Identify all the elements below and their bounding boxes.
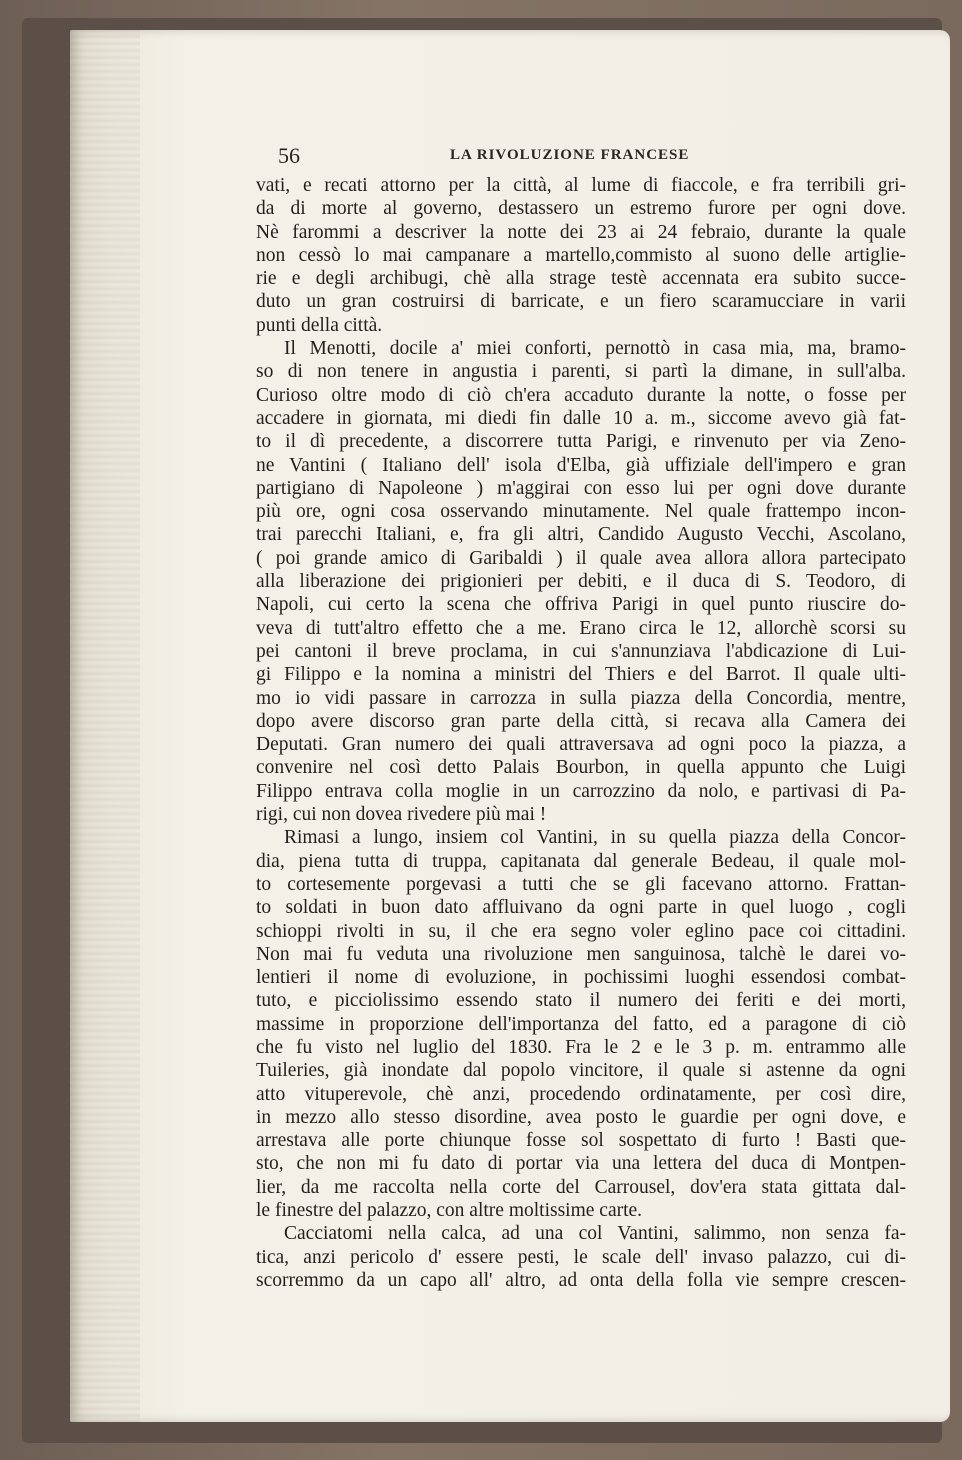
text-line: to cortesemente porgevasi a tutti che se gli facevano attorno. Frattan- — [256, 873, 906, 895]
text-line: to il dì precedente, a discorrere tutta Parigi, e rinvenuto per via Zeno- — [256, 431, 906, 453]
text-line: Napoli, cui certo la scena che offriva Parigi in quel punto riuscire do- — [256, 594, 906, 616]
text-line: Curioso oltre modo di ciò ch'era accaduto durante la notte, o fosse per — [256, 384, 906, 406]
text-line: Filippo entrava colla moglie in un carrozzino da nolo, e partivasi di Pa- — [256, 780, 906, 802]
text-line: rigi, cui non dovea rivedere più mai ! — [256, 804, 547, 826]
text-line: Il Menotti, docile a' miei conforti, pernottò in casa mia, ma, bramo- — [284, 338, 906, 360]
text-line: lier, da me raccolta nella corte del Carrousel, dov'era stata gittata dal- — [256, 1176, 906, 1198]
text-line: lentieri il nome di evoluzione, in pochissimi luoghi essendosi combat- — [256, 967, 906, 989]
text-line: le finestre del palazzo, con altre moltissime carte. — [256, 1200, 643, 1222]
text-line: Cacciatomi nella calca, ad una col Vantini, salimmo, non senza fa- — [284, 1223, 906, 1245]
body-text — [256, 174, 906, 1292]
text-line: convenire nel così detto Palais Bourbon, in quella appunto che Luigi — [256, 757, 906, 779]
text-line: che fu visto nel luglio del 1830. Fra le 2 e le 3 p. m. entrammo alle — [256, 1036, 906, 1058]
text-line: più ore, ogni cosa osservando minutamente. Nel quale frattempo incon- — [256, 501, 906, 523]
text-line: non cessò lo mai campanare a martello,commisto al suono delle artiglie- — [256, 244, 906, 266]
text-line: sto, che non mi fu dato di portar via una lettera del duca di Montpen- — [256, 1153, 906, 1175]
text-line: trai parecchi Italiani, e, fra gli altri, Candido Augusto Vecchi, Ascolano, — [256, 524, 906, 546]
page-gutter — [70, 30, 140, 1422]
text-line: tica, anzi pericolo d' essere pesti, le scale dell' invaso palazzo, cui di- — [256, 1246, 906, 1268]
text-line: ne Vantini ( Italiano dell' isola d'Elba, già uffiziale dell'impero e gran — [256, 454, 906, 476]
page-header — [256, 143, 906, 171]
text-line: arrestava alle porte chiunque fosse sol sospettato di furto ! Basti que- — [256, 1130, 906, 1152]
text-line: scorremmo da un capo all' altro, ad onta della folla vie sempre crescen- — [256, 1269, 906, 1291]
text-line: mo io vidi passare in carrozza in sulla piazza della Concordia, mentre, — [256, 687, 906, 709]
text-line: duto un gran costruirsi di barricate, e un fiero scaramucciare in varii — [256, 291, 906, 313]
text-line: massime in proporzione dell'importanza del fatto, ed a paragone di ciò — [256, 1013, 906, 1035]
text-line: to soldati in buon dato affluivano da ogni parte in quel luogo , cogli — [256, 897, 906, 919]
text-line: gi Filippo e la nomina a ministri del Thiers e del Barrot. Il quale ulti- — [256, 664, 906, 686]
text-line: atto vituperevole, chè anzi, procedendo ordinatamente, per così dire, — [256, 1083, 906, 1105]
text-line: accadere in giornata, mi diedi fin dalle 10 a. m., siccome avevo già fat- — [256, 407, 906, 429]
text-line: alla liberazione dei prigionieri per debiti, e il duca di S. Teodoro, di — [256, 571, 906, 593]
text-line: vati, e recati attorno per la città, al lume di fiaccole, e fra terribili gri- — [256, 175, 906, 196]
text-line: pei cantoni il breve proclama, in cui s'annunziava l'abdicazione di Lui- — [256, 640, 906, 662]
text-line: in mezzo allo stesso disordine, avea posto le guardie per ogni dove, e — [256, 1106, 906, 1128]
text-line: rie e degli archibugi, chè alla strage testè accennata era subito succe- — [256, 268, 906, 290]
text-line: partigiano di Napoleone ) m'aggirai con esso lui per ogni dove durante — [256, 477, 906, 499]
text-line: punti della città. — [256, 314, 383, 336]
text-line: Nè farommi a descriver la notte dei 23 ai 24 febraio, durante la quale — [256, 221, 906, 243]
text-line: dia, piena tutta di truppa, capitanata dal generale Bedeau, il quale mol- — [256, 850, 906, 872]
text-line: so di non tenere in angustia i parenti, si partì la dimane, in sull'alba. — [256, 361, 906, 383]
text-line: schioppi rivolti in su, il che era segno voler eglino pace coi cittadini. — [256, 920, 906, 942]
page-number: 56 — [278, 143, 300, 168]
running-head: LA RIVOLUZIONE FRANCESE — [450, 147, 690, 163]
text-line: ( poi grande amico di Garibaldi ) il quale avea allora allora partecipato — [256, 547, 906, 569]
text-line: Deputati. Gran numero dei quali attraversava ad ogni poco la piazza, a — [256, 734, 906, 756]
text-line: dopo avere discorso gran parte della città, si recava alla Camera dei — [256, 710, 906, 732]
text-line: Non mai fu veduta una rivoluzione men sanguinosa, talchè le darei vo- — [256, 943, 906, 965]
text-line: Tuileries, già inondate dal popolo vincitore, il quale si astenne da ogni — [256, 1060, 906, 1082]
text-line: Rimasi a lungo, insiem col Vantini, in su quella piazza della Concor- — [284, 827, 906, 849]
text-line: veva di tutt'altro effetto che a me. Erano circa le 12, allorchè scorsi su — [256, 617, 906, 639]
text-line: da di morte al governo, destassero un estremo furore per ogni dove. — [256, 198, 906, 220]
text-line: tuto, e picciolissimo essendo stato il numero dei feriti e dei morti, — [256, 990, 906, 1012]
